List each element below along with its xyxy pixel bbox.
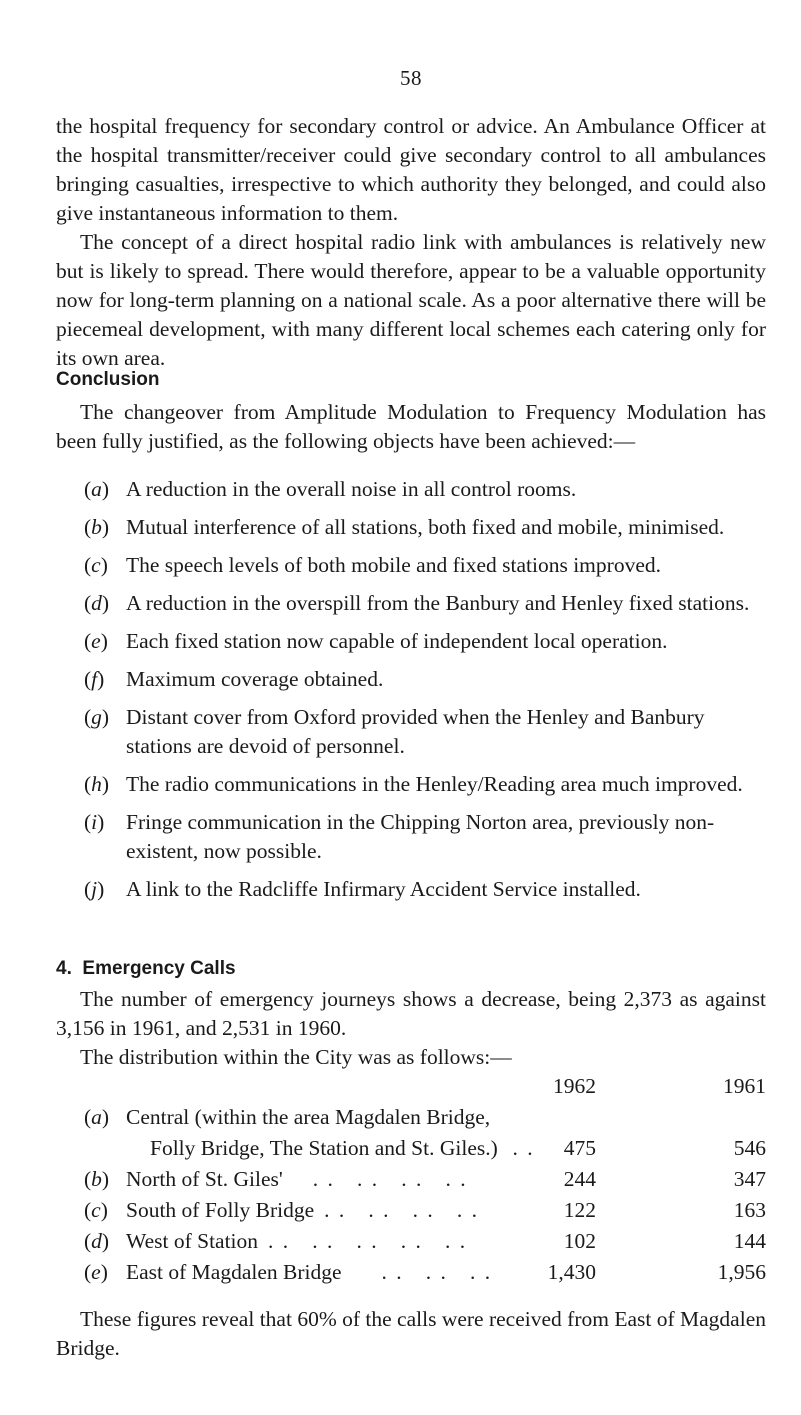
list-item: (e) Each fixed station now capable of independent local operation. xyxy=(84,629,668,653)
section-title: Emergency Calls xyxy=(82,958,236,979)
list-item: (i) Fringe communication in the Chipping Norton area, previously non-existent, now possible. xyxy=(84,810,715,863)
emergency-paragraph-1: The number of emergency journeys shows a decrease, being 2,373 as against 3,156 in 1961, and 2,531 in 1960. xyxy=(56,987,766,1040)
list-item: (h) The radio communications in the Henley/Reading area much improved. xyxy=(84,772,743,796)
table-row: (c) South of Folly Bridge . . . . . . . . 122 163 xyxy=(84,1198,766,1222)
list-item: (c) The speech levels of both mobile and fixed stations improved. xyxy=(84,553,661,577)
table-header-row xyxy=(84,1072,766,1103)
list-item: (b) Mutual interference of all stations, both fixed and mobile, minimised. xyxy=(84,515,725,539)
emergency-heading xyxy=(56,958,236,980)
conclusion-heading: Conclusion xyxy=(56,369,160,390)
list-item: (f) Maximum coverage obtained. xyxy=(84,667,384,691)
intro-paragraph-2: The concept of a direct hospital radio link with ambulances is relatively new but is likely to spread. There would therefore, appear to be a valuable opportunity now for long-term planning on a national scale. As a poor alternative there will be piecemeal development, with many different local schemes each catering only for its own area. xyxy=(56,230,766,370)
intro-paragraph-1: the hospital frequency for secondary control or advice. An Ambulance Officer at the hospital transmitter/receiver could give secondary control to all ambulances bringing casualties, irrespective to which authority they belonged, and could also give instantaneous information to them. xyxy=(56,114,766,225)
table-row: (b) North of St. Giles' . . . . . . . . 244 347 xyxy=(84,1167,766,1191)
list-item: (d) A reduction in the overspill from the Banbury and Henley fixed stations. xyxy=(84,591,750,615)
col-header-1962: 1962 xyxy=(553,1074,596,1098)
table-row: Folly Bridge, The Station and St. Giles.) . . 475 546 xyxy=(150,1136,766,1160)
distribution-table xyxy=(84,1072,766,1289)
conclusion-list xyxy=(84,475,766,913)
table-row: (a) Central (within the area Magdalen Bridge, xyxy=(84,1105,491,1129)
col-header-1961: 1961 xyxy=(723,1074,766,1098)
conclusion-intro: The changeover from Amplitude Modulation to Frequency Modulation has been fully justified, as the following objects have been achieved:— xyxy=(56,400,766,453)
table-row: (e) East of Magdalen Bridge . . . . . . 1,430 1,956 xyxy=(84,1260,766,1284)
list-item: (a) A reduction in the overall noise in all control rooms. xyxy=(84,477,577,501)
section-number: 4. xyxy=(56,958,72,979)
list-item: (j) A link to the Radcliffe Infirmary Accident Service installed. xyxy=(84,877,641,901)
closing-paragraph: These figures reveal that 60% of the calls were received from East of Magdalen Bridge. xyxy=(56,1307,766,1360)
page-number: 58 xyxy=(400,66,422,90)
table-row: (d) West of Station . . . . . . . . . . 102 144 xyxy=(84,1229,766,1253)
list-item: (g) Distant cover from Oxford provided when the Henley and Banbury stations are devoid of personnel. xyxy=(84,705,705,758)
emergency-paragraph-2: The distribution within the City was as follows:— xyxy=(80,1045,512,1069)
